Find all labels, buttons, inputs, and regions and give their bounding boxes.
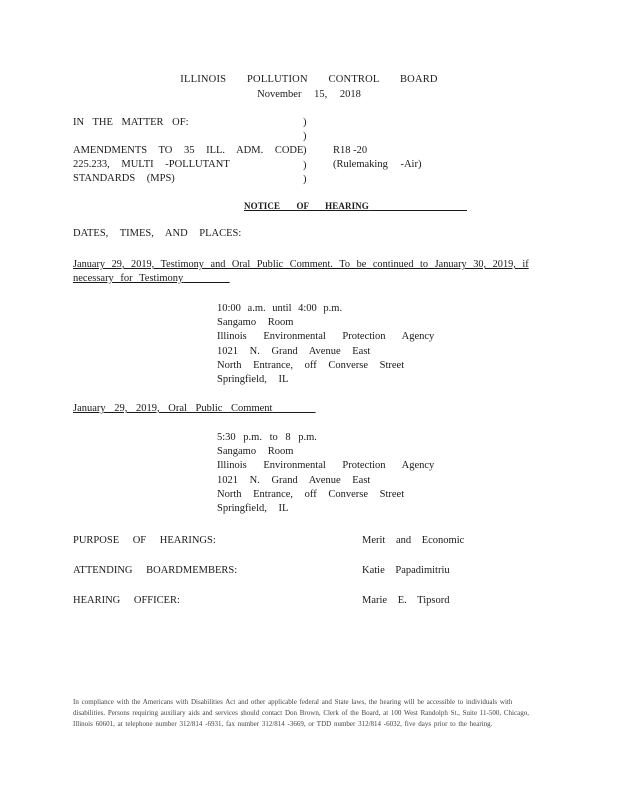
paren: ) [303, 131, 307, 143]
session2-heading: January 29, 2019, Oral Public Comment [73, 403, 273, 414]
session2-entrance: North Entrance, off Converse Street [217, 488, 405, 500]
session2-time: 5:30 p.m. to 8 p.m. [217, 432, 317, 443]
session1-heading-underline-tail [183, 273, 229, 284]
officer-label: HEARING OFFICER: [73, 595, 180, 606]
dates-heading: DATES, TIMES, AND PLACES: [73, 228, 242, 239]
session2-city: Springfield, IL [217, 502, 289, 514]
session1-address: 1021 N. Grand Avenue East [217, 345, 371, 357]
session1-entrance: North Entrance, off Converse Street [217, 359, 405, 371]
matter-title-line: 225.233, MULTI -POLLUTANT [73, 159, 230, 171]
session1-details [217, 302, 434, 387]
session1-heading-cont [73, 272, 230, 286]
in-the-matter-label: IN THE MATTER OF: [73, 117, 189, 128]
session2-room: Sangamo Room [217, 446, 294, 458]
matter-title-line: AMENDMENTS TO 35 ILL. ADM. CODE [73, 145, 304, 156]
session1-city: Springfield, IL [217, 373, 289, 385]
session1-heading-line2: necessary for Testimony [73, 273, 184, 284]
paren: ) [303, 173, 307, 185]
paren: ) [303, 117, 307, 128]
attending-label: ATTENDING BOARDMEMBERS: [73, 565, 238, 576]
notice-title-underline-tail [369, 201, 467, 211]
session2-heading-underline-tail [272, 403, 315, 414]
session1-room: Sangamo Room [217, 317, 294, 329]
paren: ) [303, 159, 307, 171]
session2-agency: Illinois Environmental Protection Agency [217, 460, 435, 472]
board-title: ILLINOIS POLLUTION CONTROL BOARD [180, 74, 438, 85]
session2-heading-wrap [73, 402, 316, 416]
notice-title [244, 200, 467, 212]
session2-details [217, 431, 434, 516]
notice-title-text: NOTICE OF HEARING [244, 201, 369, 211]
paren: ) [303, 145, 307, 157]
matter-title-line: STANDARDS (MPS) [73, 173, 175, 185]
accessibility-footer: In compliance with the Americans with Disabilities Act and other applicable federal and State laws, the hearing will be accessible to individuals with disabilities. Persons requiring auxiliary aids and services should contact Don Brown, Clerk of the Board, at 100 West Randolph St., Suite 11-500, Chicago, Illinois 60601, at telephone number 312/814 -6931, fax number 312/814 -3669, or TDD number 312/814 -6032, five days prior to the hearing. [73, 698, 529, 728]
purpose-value: Merit and Economic [362, 535, 465, 546]
docket-number: R18 -20 [333, 145, 368, 156]
session1-heading: January 29, 2019, Testimony and Oral Public Comment. To be continued to January 30, 2019, if [73, 259, 529, 270]
docket-type: (Rulemaking -Air) [333, 159, 422, 170]
attending-value: Katie Papadimitriu [362, 565, 450, 576]
officer-value: Marie E. Tipsord [362, 595, 450, 606]
session1-agency: Illinois Environmental Protection Agency [217, 331, 435, 343]
matter-title [73, 144, 303, 187]
notice-date: November 15, 2018 [257, 89, 361, 100]
session1-time: 10:00 a.m. until 4:00 p.m. [217, 303, 343, 314]
session2-address: 1021 N. Grand Avenue East [217, 474, 371, 486]
caption-parentheses [303, 116, 307, 187]
purpose-label: PURPOSE OF HEARINGS: [73, 535, 216, 546]
